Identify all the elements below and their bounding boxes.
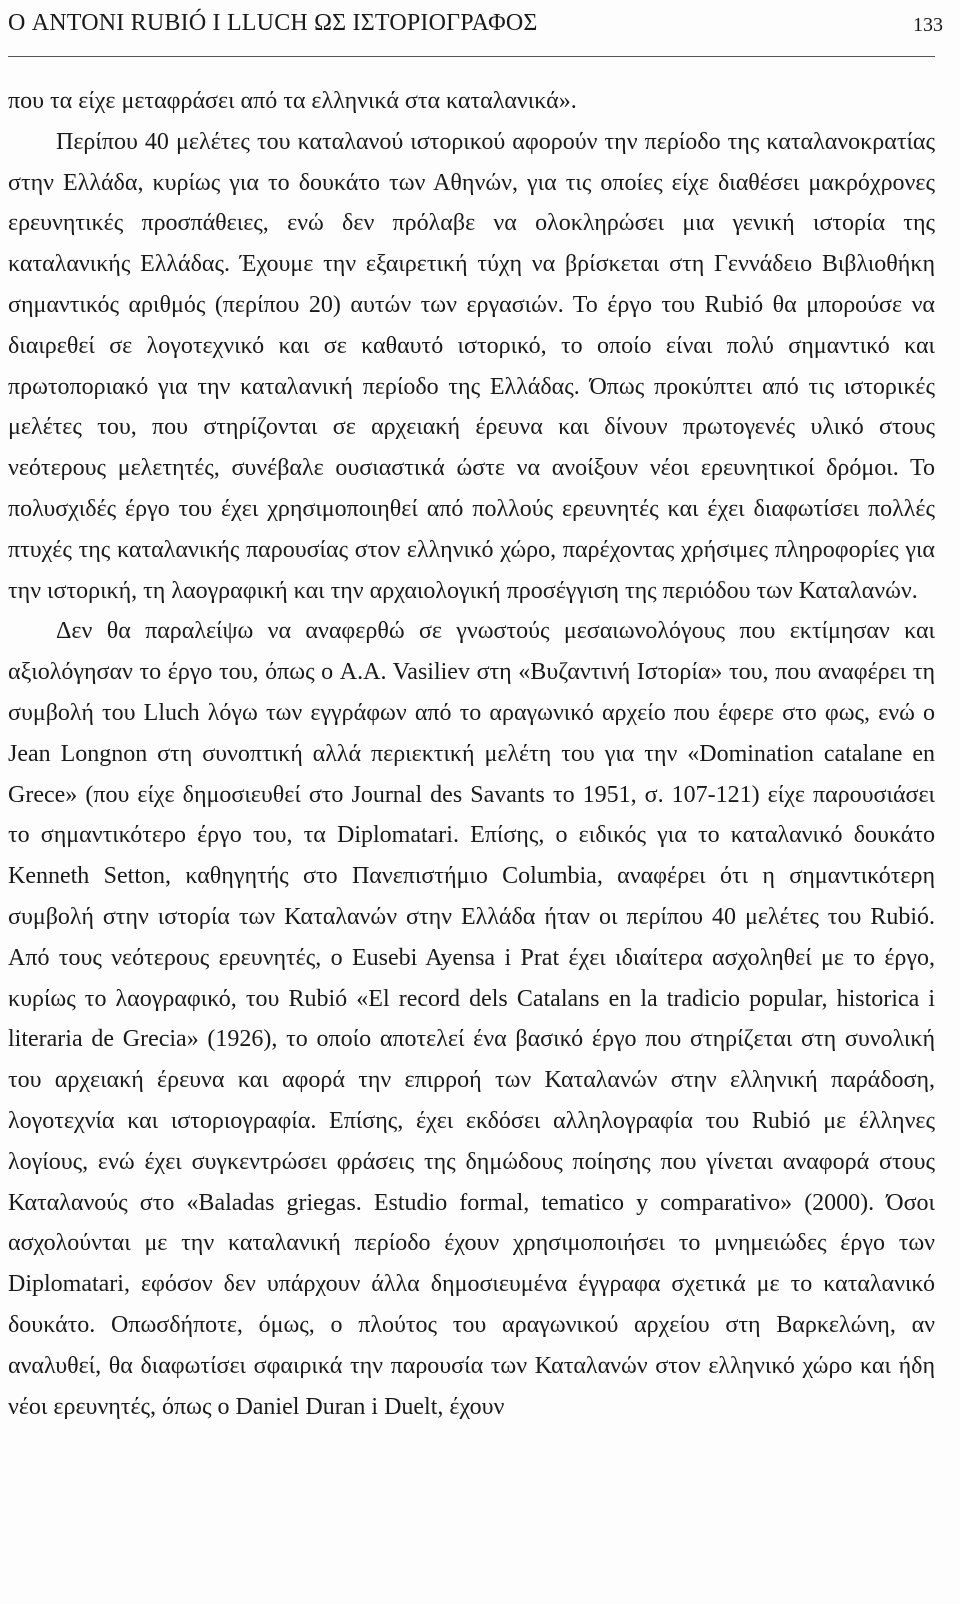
- running-title: Ο ANTONI RUBIÓ I LLUCH ΩΣ ΙΣΤΟΡΙΟΓΡΑΦΟΣ: [8, 10, 538, 36]
- body-text: [8, 81, 935, 1427]
- paragraph-continuation: που τα είχε μεταφράσει από τα ελληνικά στα καταλανικά».: [8, 88, 577, 114]
- page-number: 133: [913, 14, 943, 36]
- paragraph-medievalists: Δεν θα παραλείψω να αναφερθώ σε γνωστούς μεσαιωνολόγους που εκτίμησαν και αξιολόγησαν το έργο του, όπως ο A.A. Vasiliev στη «Βυζαντινή Ιστορία» του, που αναφέρει τη συμβολή του Lluch λόγω των εγγράφων από το αραγωνικό αρχείο που έφερε στο φως, ενώ ο Jean Longnon στη συνοπτική αλλά περιεκτική μελέτη του για την «Domination catalane en Grece» (που είχε δημοσιευθεί στο Journal des Savants το 1951, σ. 107-121) είχε παρουσιάσει το σημαντικότερο έργο του, τα Diplomatari. Επίσης, ο ειδικός για το καταλανικό δουκάτο Kenneth Setton, καθηγητής στο Πανεπιστήμιο Columbia, αναφέρει ότι η σημαντικότερη συμβολή στην ιστορία των Καταλανών στην Ελλάδα ήταν οι περίπου 40 μελέτες του Rubió. Από τους νεότερους ερευνητές, ο Eusebi Ayensa i Prat έχει ιδιαίτερα ασχοληθεί με το έργο, κυρίως το λαογραφικό, του Rubió «El record dels Catalans en la tradicio popular, historica i literaria de Grecia» (1926), το οποίο αποτελεί ένα βασικό έργο που στηρίζεται στη συνολική του αρχειακή έρευνα και αφορά την επιρροή των Καταλανών στην ελληνική παράδοση, λογοτεχνία και ιστοριογραφία. Επίσης, έχει εκδόσει αλληλογραφία του Rubió με έλληνες λογίους, ενώ έχει συγκεντρώσει φράσεις της δημώδους ποίησης που γίνεται αναφορά στους Καταλανούς στο «Baladas griegas. Estudio formal, tematico y comparativo» (2000). Όσοι ασχολούνται με την καταλανική περίοδο έχουν χρησιμοποιήσει το μνημειώδες έργο των Diplomatari, εφόσον δεν υπάρχουν άλλα δημοσιευμένα έγγραφα σχετικά με το καταλανικό δουκάτο. Οπωσδήποτε, όμως, ο πλούτος του αραγωνικού αρχείου στη Βαρκελώνη, αν αναλυθεί, θα διαφωτίσει σφαιρικά την παρουσία των Καταλανών στον ελληνικό χώρο και ήδη νέοι ερευνητές, όπως ο Daniel Duran i Duelt, έχουν: [8, 618, 935, 1420]
- running-header: [8, 8, 943, 44]
- header-rule: [8, 56, 935, 57]
- paragraph-studies: Περίπου 40 μελέτες του καταλανού ιστορικού αφορούν την περίοδο της καταλανοκρατίας στην Ελλάδα, κυρίως για το δουκάτο των Αθηνών, για τις οποίες είχε διαθέσει μακρόχρονες ερευνητικές προσπάθειες, ενώ δεν πρόλαβε να ολοκληρώσει μια γενική ιστορία της καταλανικής Ελλάδας. Έχουμε την εξαιρετική τύχη να βρίσκεται στη Γεννάδειο Βιβλιοθήκη σημαντικός αριθμός (περίπου 20) αυτών των εργασιών. Το έργο του Rubió θα μπορούσε να διαιρεθεί σε λογοτεχνικό και σε καθαυτό ιστορικό, το οποίο είναι πολύ σημαντικό και πρωτοποριακό για την καταλανική περίοδο της Ελλάδας. Όπως προκύπτει από τις ιστορικές μελέτες του, που στηρίζονται σε αρχειακή έρευνα και δίνουν πρωτογενές υλικό στους νεότερους μελετητές, συνέβαλε ουσιαστικά ώστε να ανοίξουν νέοι ερευνητικοί δρόμοι. Το πολυσχιδές έργο του έχει χρησιμοποιηθεί από πολλούς ερευνητές και έχει διαφωτίσει πολλές πτυχές της καταλανικής παρουσίας στον ελληνικό χώρο, παρέχοντας χρήσιμες πληροφορίες για την ιστορική, τη λαογραφική και την αρχαιολογική προσέγγιση της περιόδου των Καταλανών.: [8, 128, 935, 604]
